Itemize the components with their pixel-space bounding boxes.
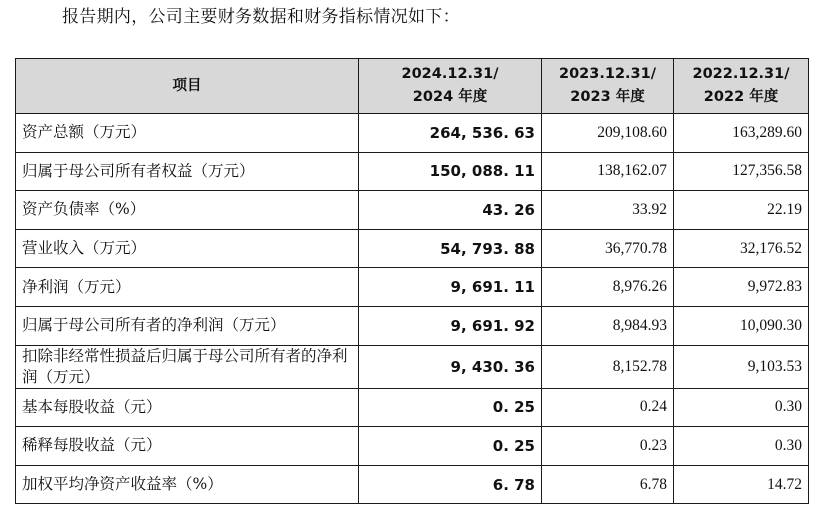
value-2022: 127,356.58 — [674, 152, 809, 191]
header-2023-date: 2023.12.31/ — [558, 66, 657, 82]
value-2024: 9, 430. 36 — [359, 345, 542, 388]
value-2023: 8,984.93 — [542, 306, 674, 345]
value-2022: 14.72 — [674, 465, 809, 504]
row-label: 稀释每股收益（元） — [16, 427, 359, 466]
value-2023: 0.23 — [542, 427, 674, 466]
value-2023: 0.24 — [542, 388, 674, 427]
table-row — [16, 229, 809, 268]
value-2024: 9, 691. 92 — [359, 306, 542, 345]
header-2022-date: 2022.12.31/ — [692, 66, 790, 82]
value-2023: 33.92 — [542, 191, 674, 230]
value-2022: 163,289.60 — [674, 114, 809, 153]
row-label: 资产总额（万元） — [16, 114, 359, 153]
value-2024: 0. 25 — [359, 388, 542, 427]
header-2023-year: 2023 年度 — [570, 89, 645, 105]
table-row — [16, 465, 809, 504]
value-2024: 264, 536. 63 — [359, 114, 542, 153]
header-2023 — [542, 59, 674, 114]
table-row — [16, 427, 809, 466]
header-2024-year: 2024 年度 — [412, 89, 488, 105]
value-2024: 6. 78 — [359, 465, 542, 504]
value-2024: 150, 088. 11 — [359, 152, 542, 191]
row-label: 营业收入（万元） — [16, 229, 359, 268]
table-row — [16, 345, 809, 388]
value-2023: 8,976.26 — [542, 268, 674, 307]
table-row — [16, 114, 809, 153]
table-row — [16, 306, 809, 345]
table-row — [16, 191, 809, 230]
table-row — [16, 152, 809, 191]
value-2024: 0. 25 — [359, 427, 542, 466]
row-label: 归属于母公司所有者权益（万元） — [16, 152, 359, 191]
value-2022: 22.19 — [674, 191, 809, 230]
row-label: 加权平均净资产收益率（%） — [16, 465, 359, 504]
header-item-label: 项目 — [172, 77, 202, 94]
row-label: 净利润（万元） — [16, 268, 359, 307]
header-2024 — [359, 59, 542, 114]
row-label: 基本每股收益（元） — [16, 388, 359, 427]
header-item — [16, 59, 359, 114]
value-2024: 43. 26 — [359, 191, 542, 230]
financial-data-table — [15, 58, 809, 504]
value-2022: 9,972.83 — [674, 268, 809, 307]
header-2022-year: 2022 年度 — [703, 89, 779, 105]
value-2022: 9,103.53 — [674, 345, 809, 388]
value-2022: 0.30 — [674, 427, 809, 466]
value-2023: 138,162.07 — [542, 152, 674, 191]
value-2023: 6.78 — [542, 465, 674, 504]
table-header-row — [16, 59, 809, 114]
intro-text: 报告期内，公司主要财务数据和财务指标情况如下： — [62, 7, 460, 27]
value-2022: 0.30 — [674, 388, 809, 427]
row-label: 资产负债率（%） — [16, 191, 359, 230]
value-2022: 32,176.52 — [674, 229, 809, 268]
value-2024: 54, 793. 88 — [359, 229, 542, 268]
header-2024-date: 2024.12.31/ — [401, 66, 499, 82]
header-2022 — [674, 59, 809, 114]
table-row — [16, 268, 809, 307]
table-row — [16, 388, 809, 427]
value-2022: 10,090.30 — [674, 306, 809, 345]
value-2023: 8,152.78 — [542, 345, 674, 388]
value-2024: 9, 691. 11 — [359, 268, 542, 307]
row-label: 归属于母公司所有者的净利润（万元） — [16, 306, 359, 345]
value-2023: 36,770.78 — [542, 229, 674, 268]
row-label: 扣除非经常性损益后归属于母公司所有者的净利润（万元） — [16, 345, 359, 388]
value-2023: 209,108.60 — [542, 114, 674, 153]
